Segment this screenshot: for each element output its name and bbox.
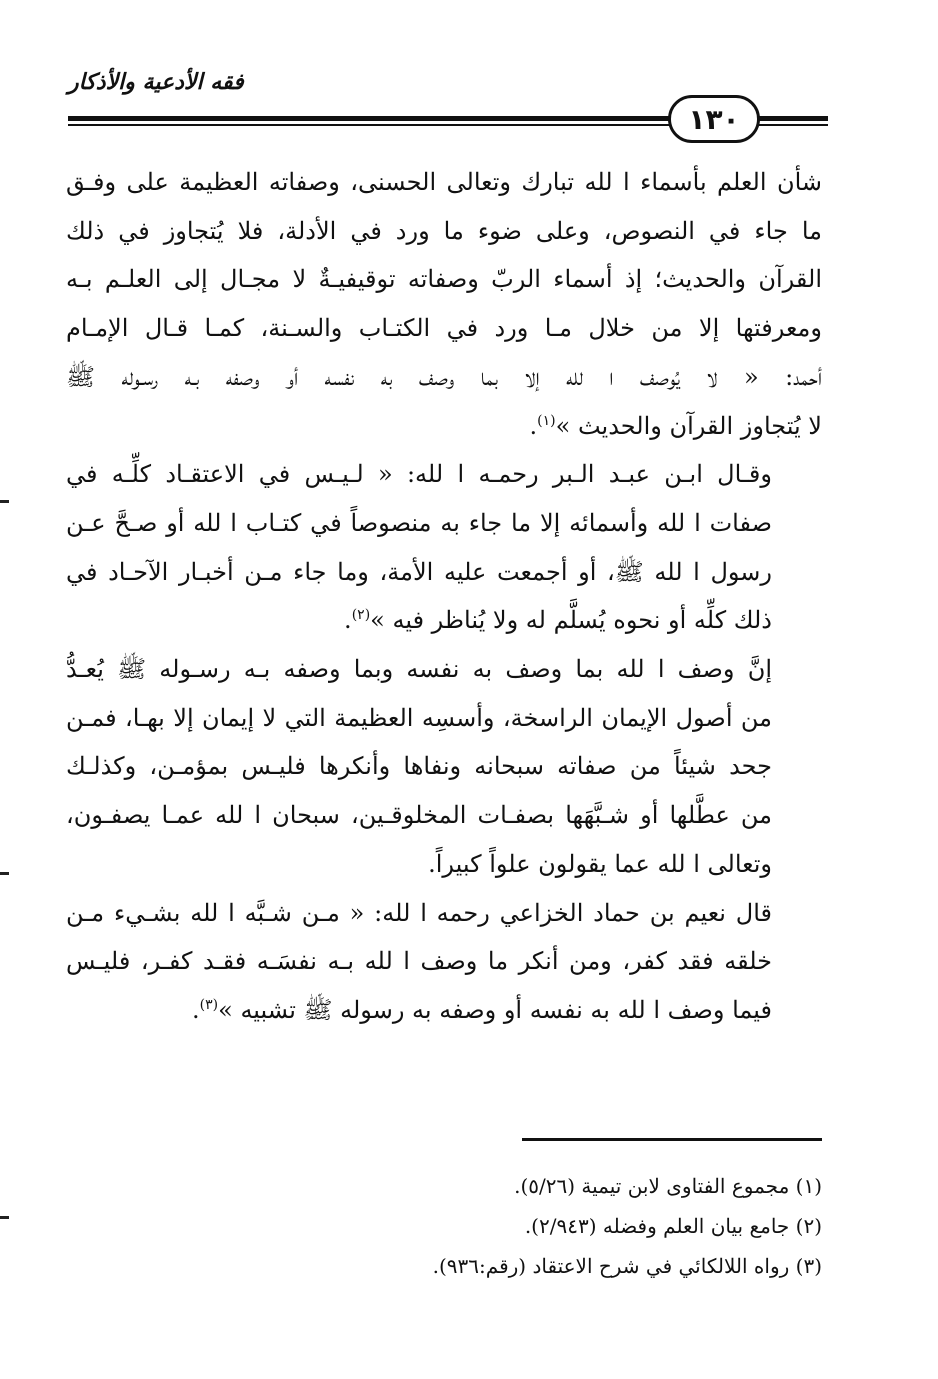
footnote-ref: (٣) <box>199 996 219 1013</box>
footnotes <box>300 1166 822 1286</box>
footnote-rule <box>522 1138 822 1141</box>
scan-edge-mark <box>0 872 9 875</box>
body-text <box>66 158 822 1035</box>
text-line: من عطَّلها أو شـبَّهَها بصفـات المخلوقـين، سبحان ا لله عمـا يصفـون، <box>66 801 772 830</box>
scan-edge-mark <box>0 1216 9 1219</box>
text-line-content: ذلك كلِّه أو نحوه يُسلَّم له ولا يُناظر فيه » <box>370 606 772 635</box>
running-title: فقه الأدعية والأذكار <box>68 70 244 95</box>
page-number: ١٣٠ <box>668 95 760 143</box>
footnote: (١) مجموع الفتاوى لابن تيمية (٥/٢٦). <box>514 1174 822 1198</box>
text-line: من أصول الإيمان الراسخة، وأسسِه العظيمة التي لا إيمان إلا بهـا، فمـن <box>66 703 772 732</box>
paragraph <box>66 450 822 645</box>
text-line: وقـال ابـن عبـد الـبر رحمـه ا لله: « لـيـس في الاعتقـاد كلِّـه في <box>66 460 772 489</box>
text-line: صفات ا لله وأسمائه إلا ما جاء به منصوصاً في كتـاب ا لله أو صـحَّ عـن <box>66 508 772 537</box>
footnote-ref: (١) <box>537 412 556 429</box>
text-line: ومعرفتها إلا من خلال مـا ورد في الكتـاب والسـنة، كمـا قـال الإمـام <box>66 314 823 343</box>
text-line: أحمد: « لا يُوصف ا لله إلا بما وصف به نفسه أو وصفه بـه رسـوله ﷺ <box>66 362 822 391</box>
text-line <box>66 402 822 451</box>
text-line: جحد شيئاً من صفاته سبحانه ونفاها وأنكرها فليـس بمؤمـن، وكذلـك <box>66 752 772 781</box>
text-line: رسول ا لله ﷺ، أو أجمعت عليه الأمة، وما جاء مـن أخبـار الآحـاد في <box>66 557 772 586</box>
text-line <box>66 596 822 645</box>
text-line: ما جاء في النصوص، وعلى ضوء ما ورد في الأدلة، فلا يُتجاوز في ذلك <box>66 216 822 245</box>
footnote: (٢) جامع بيان العلم وفضله (٢/٩٤٣). <box>524 1214 822 1238</box>
text-line: خلقه فقد كفر، ومن أنكر ما وصف ا لله بـه نفسَـه فقـد كفـر، فليـس <box>66 947 772 976</box>
sentence-end: . <box>192 995 200 1024</box>
text-line-content: فيما وصف ا لله به نفسه أو وصفه به رسوله ﷺ تشبيه » <box>218 995 772 1024</box>
scan-edge-mark <box>0 500 9 503</box>
text-line: شأن العلم بأسماء ا لله تبارك وتعالى الحسنى، وصفاته العظيمة على وفـق <box>66 168 822 196</box>
sentence-end: . <box>529 411 538 440</box>
paragraph <box>66 645 822 889</box>
paragraph <box>66 889 822 1035</box>
sentence-end: . <box>344 606 352 635</box>
text-line <box>66 986 822 1035</box>
text-line-content: لا يُتجاوز القرآن والحديث » <box>555 411 822 440</box>
paragraph <box>66 158 822 450</box>
text-line: القرآن والحديث؛ إذ أسماء الربّ وصفاته توقيفيـةٌ لا مجـال إلى العلـم بـه <box>66 265 822 294</box>
text-line: إنَّ وصف ا لله بما وصف به نفسه وبما وصفه بـه رسـوله ﷺ يُعـدُّ <box>66 655 772 684</box>
footnote: (٣) رواه اللالكائي في شرح الاعتقاد (رقم:٩٣٦). <box>432 1254 822 1278</box>
text-line: قال نعيم بن حماد الخزاعي رحمه ا لله: « مـن شـبَّه ا لله بشـيء مـن <box>66 898 772 927</box>
text-line: وتعالى ا لله عما يقولون علواً كبيراً. <box>428 849 772 878</box>
footnote-ref: (٢) <box>351 607 371 624</box>
